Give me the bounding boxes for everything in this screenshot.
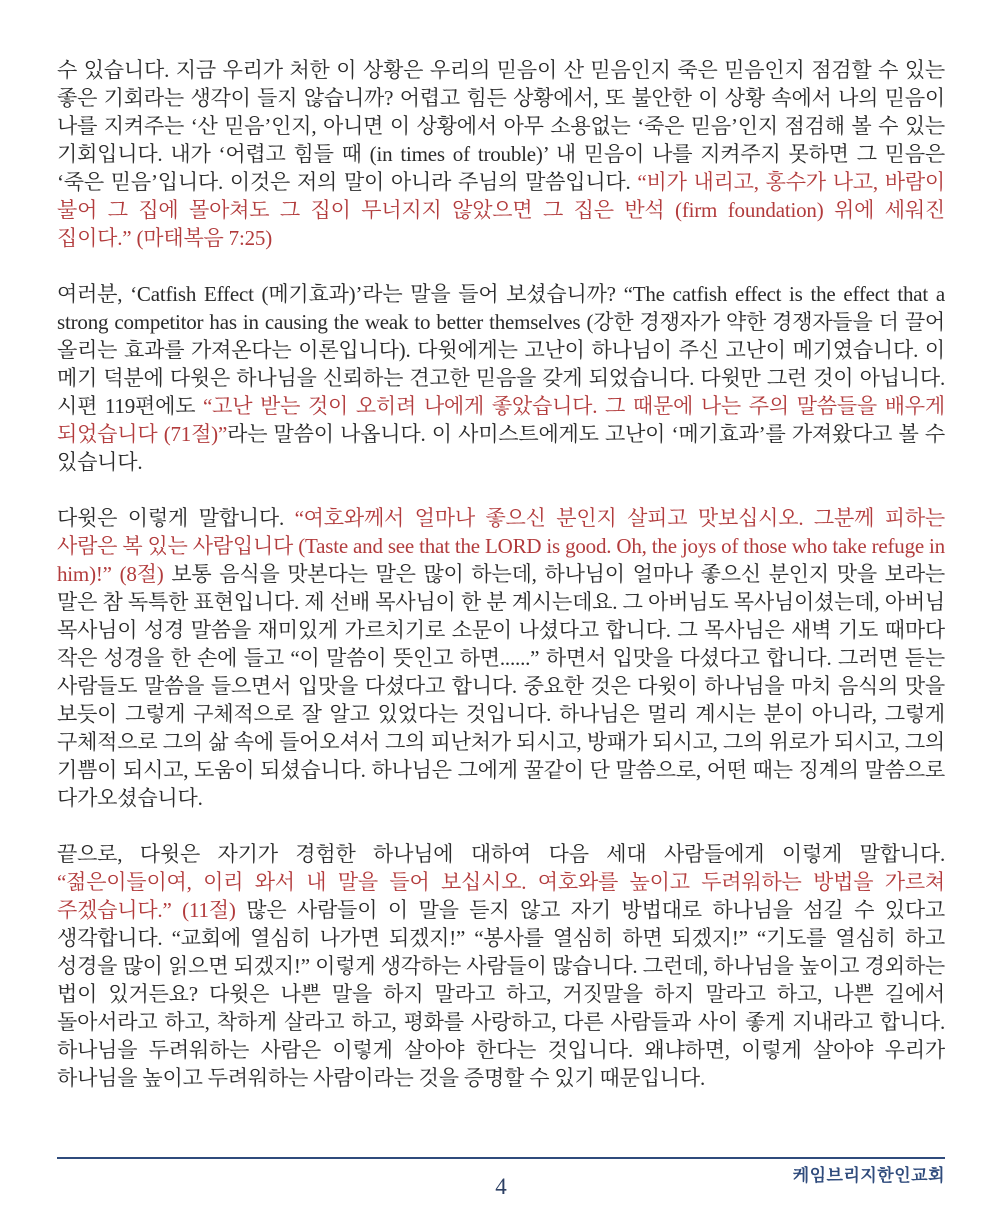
page-footer: [57, 1157, 945, 1213]
scripture-quote: “비가 내리고, 홍수가 나고, 바람이 불어 그 집에 몰아쳐도 그 집이 무너지지 않았으면 그 집은 반석 (firm foundation) 위에 세워진 집이다.” (마태복음 7:25): [57, 170, 946, 250]
paragraph: [57, 840, 945, 1092]
page-number: 4: [495, 1174, 507, 1199]
body-text: 수 있습니다. 지금 우리가 처한 이 상황은 우리의 믿음이 산 믿음인지 죽은 믿음인지 점검할 수 있는 좋은 기회라는 생각이 들지 않습니까? 어렵고 힘든 상황에서, 또 불안한 이 상황 속에서 나의 믿음이 나를 지켜주는 ‘산 믿음’인지, 아니면 이 상황에서 아무 소용없는 ‘죽은 믿음’인지 점검해 볼 수 있는 기회입니다. 내가 ‘어렵고 힘들 때 (in times of trouble)’ 내 믿음이 나를 지켜주지 못하면 그 믿음은 ‘죽은 믿음’입니다. 이것은 저의 말이 아니라 주님의 말씀입니다.: [57, 58, 945, 194]
body-text: 여러분, ‘Catfish Effect (메기효과)’라는 말을 들어 보셨습니까? “The catfish effect is the effect that a strong competitor has in causing the weak to better themselves (강한 경쟁자가 약한 경쟁자들을 더 끌어 올리는 효과를 가져온다는 이론입니다). 다윗에게는 고난이 하나님이 주신 고난이 메기였습니다. 이 메기 덕분에 다윗은 하나님을 신뢰하는 견고한 믿음을 갖게 되었습니다. 다윗만 그런 것이 아닙니다. 시편 119편에도: [57, 282, 945, 418]
scripture-quote: “고난 받는 것이 오히려 나에게 좋았습니다. 그 때문에 나는 주의 말씀들을 배우게 되었습니다 (71절)”: [57, 394, 945, 446]
paragraph: [57, 504, 945, 812]
document-body: [57, 56, 945, 1092]
footer-divider: [57, 1157, 945, 1159]
scripture-quote: “젊은이들이여, 이리 와서 내 말을 들어 보십시오. 여호와를 높이고 두려워하는 방법을 가르쳐 주겠습니다.” (11절): [57, 870, 945, 922]
body-text: 많은 사람들이 이 말을 듣지 않고 자기 방법대로 하나님을 섬길 수 있다고 생각합니다. “교회에 열심히 나가면 되겠지!” “봉사를 열심히 하면 되겠지!” “기도를 열심히 하고 성경을 많이 읽으면 되겠지!” 이렇게 생각하는 사람들이 많습니다. 그런데, 하나님을 높이고 경외하는 법이 있거든요? 다윗은 나쁜 말을 하지 말라고 하고, 거짓말을 하지 말라고 하고, 나쁜 길에서 돌아서라고 하고, 착하게 살라고 하고, 평화를 사랑하고, 다른 사람들과 사이 좋게 지내라고 합니다. 하나님을 두려워하는 사람은 이렇게 살아야 한다는 것입니다. 왜냐하면, 이렇게 살아야 우리가 하나님을 높이고 두려워하는 사람이라는 것을 증명할 수 있기 때문입니다.: [57, 898, 945, 1090]
body-text: 끝으로, 다윗은 자기가 경험한 하나님에 대하여 다음 세대 사람들에게 이렇게 말합니다.: [57, 842, 945, 866]
body-text: 라는 말씀이 나옵니다. 이 사미스트에게도 고난이 ‘메기효과’를 가져왔다고 볼 수 있습니다.: [57, 422, 945, 474]
paragraph: [57, 56, 945, 252]
footer-church-name: 케임브리지한인교회: [792, 1166, 945, 1185]
paragraph: [57, 280, 945, 476]
scripture-quote: “여호와께서 얼마나 좋으신 분인지 살피고 맛보십시오. 그분께 피하는 사람은 복 있는 사람입니다 (Taste and see that the LORD is good. Oh, the joys of those who take refuge in him)!” (8절): [57, 506, 945, 586]
body-text: 다윗은 이렇게 말합니다.: [57, 506, 295, 530]
body-text: 보통 음식을 맛본다는 말은 많이 하는데, 하나님이 얼마나 좋으신 분인지 맛을 보라는 말은 참 독특한 표현입니다. 제 선배 목사님이 한 분 계시는데요. 그 아버님도 목사님이셨는데, 아버님 목사님이 성경 말씀을 재미있게 가르치기로 소문이 나셨다고 합니다. 그 목사님은 새벽 기도 때마다 작은 성경을 한 손에 들고 “이 말씀이 뜻인고 하면......” 하면서 입맛을 다셨다고 합니다. 그러면 듣는 사람들도 말씀을 들으면서 입맛을 다셨다고 합니다. 중요한 것은 다윗이 하나님을 마치 음식의 맛을 보듯이 그렇게 구체적으로 잘 알고 있었다는 것입니다. 하나님은 멀리 계시는 분이 아니라, 그렇게 구체적으로 그의 삶 속에 들어오셔서 그의 피난처가 되시고, 방패가 되시고, 그의 위로가 되시고, 그의 기쁨이 되시고, 도움이 되셨습니다. 하나님은 그에게 꿀같이 단 말씀으로, 어떤 때는 징계의 말씀으로 다가오셨습니다.: [57, 562, 945, 810]
